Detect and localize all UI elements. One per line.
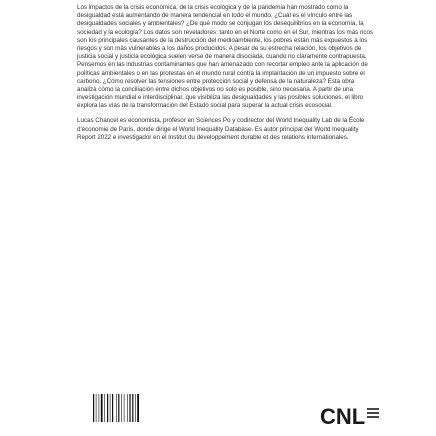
synopsis-paragraph: Los impactos de la crisis económica, de la crisis ecológica y de la pandemia han mostrado como la desigualdad está aumentando de manera tendencial en todo el mundo. ¿Cuál es el vínculo entre las desigualdades sociales y ambientales? ¿De qué modo se conjugan los desequilibrios en la economía, la sociedad y la ecología? Los datos son reveladores: tanto en el Norte como en el Sur, mientras los más ricos son los principales causantes de la destrucción del medioambiente, los pobres están más expuestos a los riesgos y son más vulnerables a los daños producidos. A pesar de su estrecha relación, los objetivos de justicia social y justicia ecológica suelen verse de manera disociada, cuando no claramente contrapuesta. Pensemos en las industrias contaminantes que han amenazado con recortar empleo ante la aplicación de políticas ambientales o en las protestas en el mundo rural contra la implantación de un impuesto sobre el carbono. ¿Cómo resolver las tensiones entre protección social y defensa de la naturaleza? Esta obra analiza cómo la conciliación entre dichos objetivos no solo es posible, sino necesaria. A partir de una investigación mundial e interdisciplinar, que visibiliza las desigualdades y las posibles soluciones, el libro explora las vías de la transformación del Estado social para superar la actual crisis ecosocial.	[77, 4, 374, 110]
back-cover-text	[77, 4, 373, 142]
barcode-bar	[135, 394, 136, 422]
barcode-bar	[132, 394, 133, 422]
barcode-bar	[127, 394, 128, 422]
barcode-bar	[129, 394, 130, 422]
publisher-logo	[320, 405, 380, 429]
barcode-icon	[91, 394, 143, 424]
barcode-bar	[116, 394, 117, 422]
barcode-bar	[124, 394, 125, 422]
barcode-bar	[99, 394, 100, 422]
barcode-bar	[104, 394, 105, 422]
barcode-bar	[96, 394, 97, 422]
barcode-bar	[121, 394, 122, 422]
barcode-bar	[107, 394, 108, 422]
barcode-bar	[93, 394, 94, 422]
barcode-bar	[137, 394, 139, 422]
barcode-bar	[110, 394, 111, 422]
author-bio-paragraph: Lucas Chancel es economista, profesor en Sciences Po y codirector del World Inequality Lab de la École d'économie de París, donde dirige el World Inequality Database. Es autor principal del World Inequality Report 2022 e investigador en el Institut du développement durable et des relations internationales.	[77, 117, 365, 141]
isbn-barcode	[91, 394, 143, 429]
ray-lines-icon	[366, 407, 380, 421]
barcode-bar	[101, 394, 103, 422]
barcode-bar	[118, 394, 119, 422]
barcode-bar	[112, 394, 113, 422]
publisher-logo-text: CNL	[320, 404, 366, 429]
